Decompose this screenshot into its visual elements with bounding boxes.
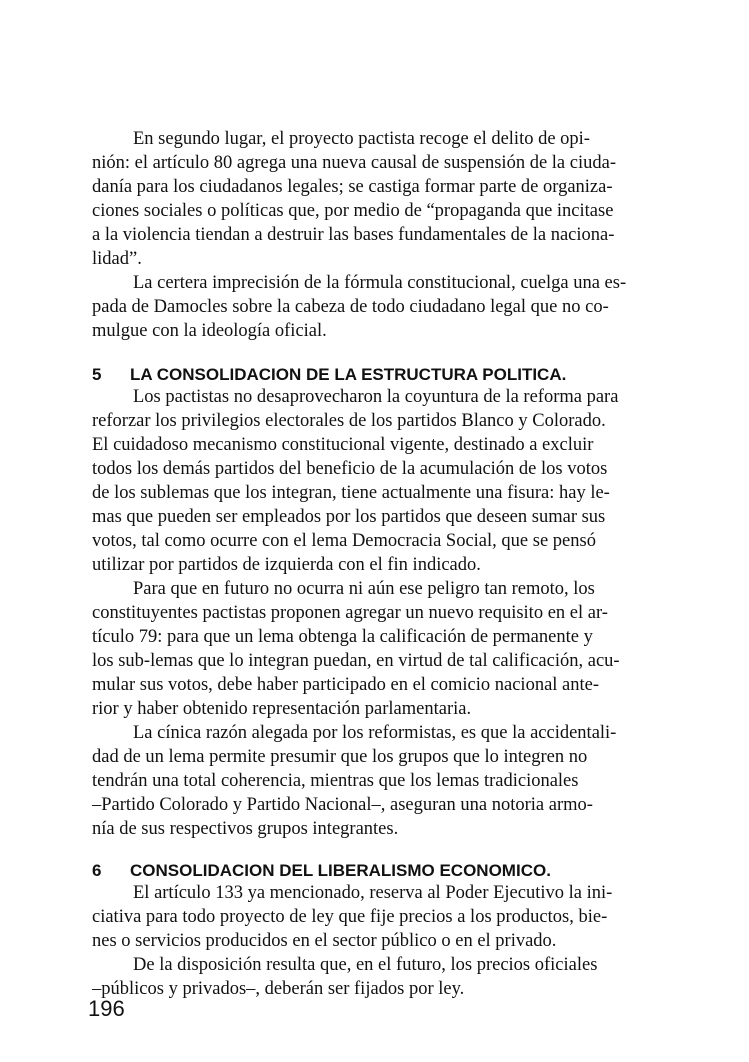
text-line: De la disposición resulta que, en el futuro, los precios oficiales [133, 955, 598, 975]
section-title: LA CONSOLIDACION DE LA ESTRUCTURA POLITICA. [130, 365, 567, 384]
text-line: La cínica razón alegada por los reformistas, es que la accidentali- [133, 723, 617, 743]
text-line: El artículo 133 ya mencionado, reserva al Poder Ejecutivo la ini- [133, 883, 613, 903]
text-line: mular sus votos, debe haber participado en el comicio nacional ante- [92, 675, 600, 695]
text-line: tículo 79: para que un lema obtenga la calificación de permanente y [92, 627, 593, 647]
text-line: En segundo lugar, el proyecto pactista recoge el delito de opi- [133, 129, 590, 149]
text-line: dad de un lema permite presumir que los grupos que lo integren no [92, 747, 588, 767]
text-line: mas que pueden ser empleados por los partidos que deseen sumar sus [92, 507, 606, 527]
text-line: El cuidadoso mecanismo constitucional vigente, destinado a excluir [92, 435, 594, 455]
text-line: –públicos y privados–, deberán ser fijados por ley. [92, 979, 465, 999]
text-line: nes o servicios producidos en el sector público o en el privado. [92, 931, 557, 951]
text-line: danía para los ciudadanos legales; se castiga formar parte de organiza- [92, 177, 613, 197]
text-line: de los sublemas que los integran, tiene actualmente una fisura: hay le- [92, 483, 610, 503]
text-line: los sub-lemas que lo integran puedan, en virtud de tal calificación, acu- [92, 651, 620, 671]
text-line: tendrán una total coherencia, mientras que los lemas tradicionales [92, 771, 579, 791]
text-line: todos los demás partidos del beneficio de la acumulación de los votos [92, 459, 608, 479]
text-line: votos, tal como ocurre con el lema Democracia Social, que se pensó [92, 531, 596, 551]
text-line: reforzar los privilegios electorales de los partidos Blanco y Colorado. [92, 411, 606, 431]
text-line: pada de Damocles sobre la cabeza de todo ciudadano legal que no co- [92, 297, 609, 317]
section-number: 6 [92, 861, 102, 880]
text-line: –Partido Colorado y Partido Nacional–, aseguran una notoria armo- [92, 795, 593, 815]
section-title: CONSOLIDACION DEL LIBERALISMO ECONOMICO. [130, 861, 551, 880]
text-line: ciones sociales o políticas que, por medio de “propaganda que incitase [92, 201, 614, 221]
text-line: constituyentes pactistas proponen agregar un nuevo requisito en el ar- [92, 603, 608, 623]
text-line: Los pactistas no desaprovecharon la coyuntura de la reforma para [133, 387, 619, 407]
page-number: 196 [88, 996, 125, 1021]
text-line: nía de sus respectivos grupos integrantes. [92, 819, 399, 839]
section-number: 5 [92, 365, 102, 384]
text-line: Para que en futuro no ocurra ni aún ese peligro tan remoto, los [133, 579, 595, 599]
text-line: La certera imprecisión de la fórmula constitucional, cuelga una es- [133, 273, 627, 293]
text-line: lidad”. [92, 249, 142, 269]
text-line: a la violencia tiendan a destruir las bases fundamentales de la naciona- [92, 225, 615, 245]
text-line: rior y haber obtenido representación parlamentaria. [92, 699, 472, 719]
text-line: ciativa para todo proyecto de ley que fije precios a los productos, bie- [92, 907, 608, 927]
text-line: utilizar por partidos de izquierda con el fin indicado. [92, 555, 481, 575]
text-line: mulgue con la ideología oficial. [92, 321, 327, 341]
text-line: nión: el artículo 80 agrega una nueva causal de suspensión de la ciuda- [92, 153, 616, 173]
